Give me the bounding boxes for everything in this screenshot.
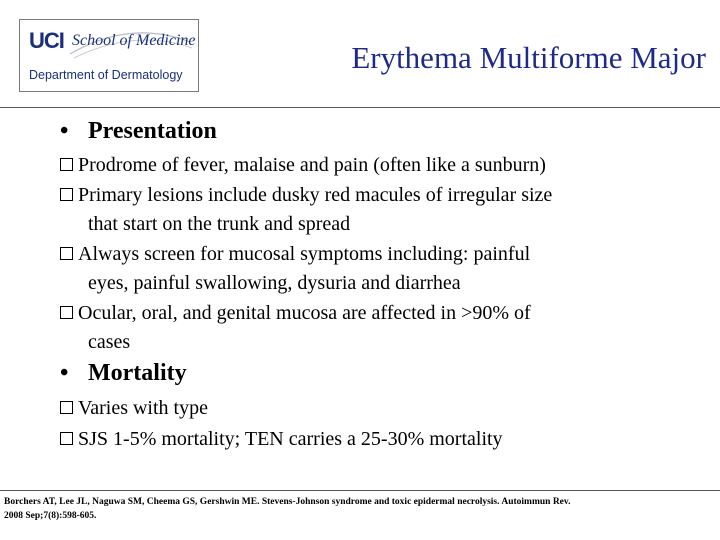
ucsd-logo (19, 19, 199, 92)
checkbox-bullet-icon (60, 188, 73, 201)
header-divider (0, 107, 720, 108)
list-item: Varies with type (60, 394, 680, 423)
citation-line: 2008 Sep;7(8):598-605. (4, 511, 97, 521)
checkbox-bullet-icon (60, 158, 73, 171)
list-item: Ocular, oral, and genital mucosa are affected in >90% of cases (60, 299, 680, 357)
list-item: Always screen for mucosal symptoms including: painful eyes, painful swallowing, dysuria and diarrhea (60, 240, 680, 298)
slide-title: Erythema Multiforme Major (351, 40, 706, 75)
footer-divider (0, 490, 720, 491)
list-item: Primary lesions include dusky red macules of irregular size that start on the trunk and spread (60, 181, 680, 239)
citation-line: Borchers AT, Lee JL, Naguwa SM, Cheema GS, Gershwin ME. Stevens-Johnson syndrome and toxic epidermal necrolysis. Autoimmun Rev. (4, 497, 571, 507)
logo-brand: UCI (29, 28, 64, 53)
section-heading-mortality: • Mortality (60, 360, 187, 386)
logo-school: School of Medicine (72, 32, 196, 49)
checkbox-bullet-icon (60, 306, 73, 319)
logo-department: Department of Dermatology (29, 68, 183, 82)
citation (4, 495, 716, 523)
list-item: SJS 1-5% mortality; TEN carries a 25-30% mortality (60, 425, 680, 454)
section-heading-presentation: • Presentation (60, 118, 217, 144)
checkbox-bullet-icon (60, 432, 73, 445)
bullet-icon: • (60, 360, 69, 386)
bullet-icon: • (60, 118, 69, 144)
checkbox-bullet-icon (60, 247, 73, 260)
list-item: Prodrome of fever, malaise and pain (often like a sunburn) (60, 151, 680, 180)
checkbox-bullet-icon (60, 401, 73, 414)
